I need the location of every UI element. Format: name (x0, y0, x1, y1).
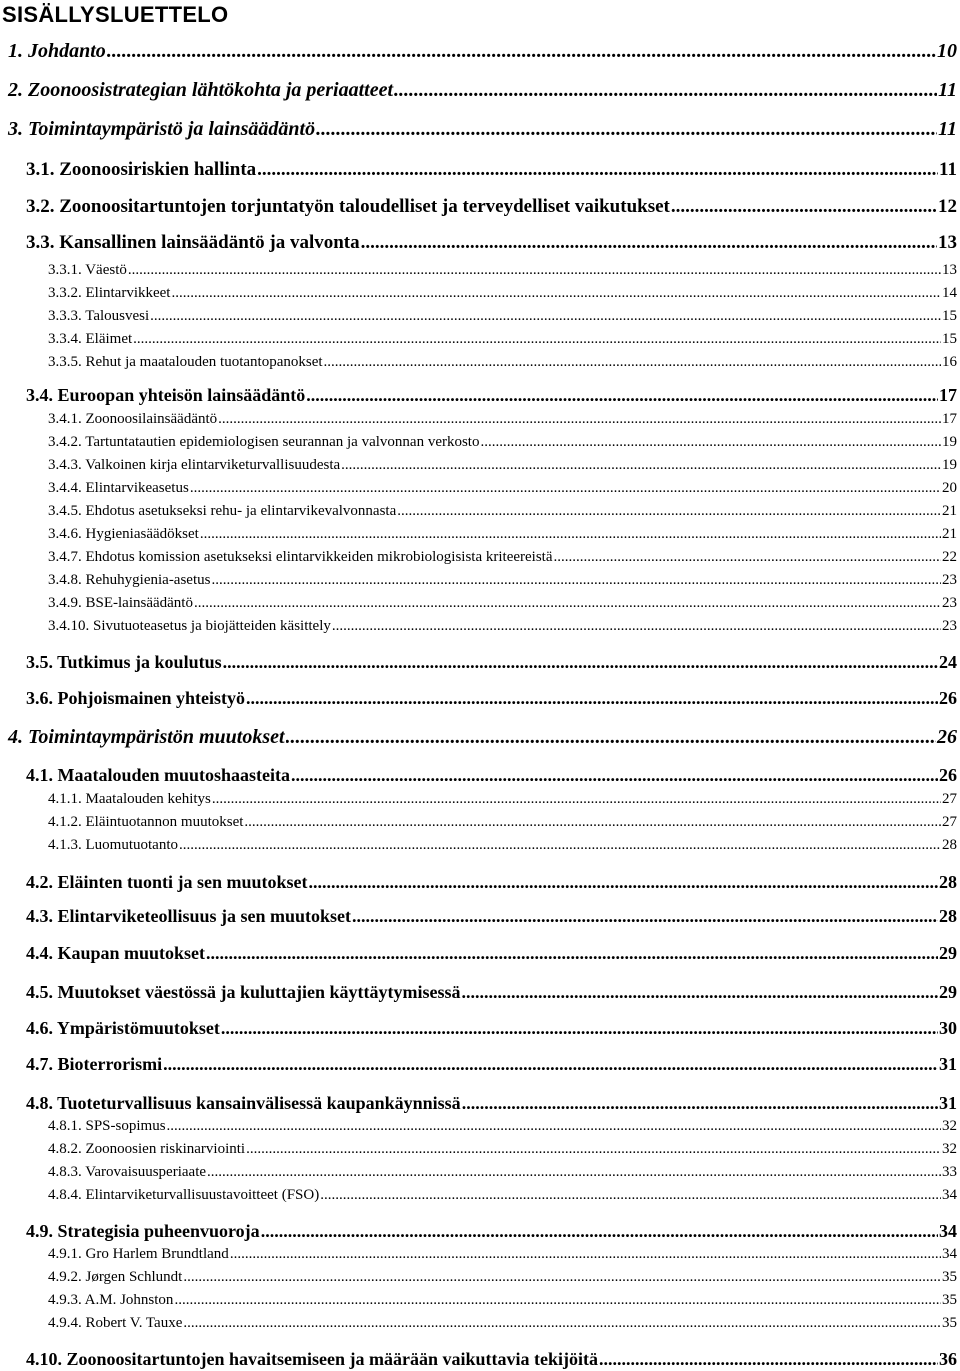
toc-entry[interactable] (48, 1246, 957, 1263)
toc-entry-label: 3.4.4. Elintarvikeasetus (48, 480, 189, 496)
toc-entry-label: 3.4.6. Hygieniasäädökset (48, 526, 199, 542)
dot-leader (206, 943, 938, 964)
toc-entry[interactable] (48, 526, 957, 543)
dot-leader (246, 688, 938, 709)
toc-entry[interactable] (48, 457, 957, 474)
dot-leader (324, 354, 941, 371)
toc-entry-page: 28 (942, 837, 957, 853)
toc-entry-label: 4.1.2. Eläintuotannon muutokset (48, 814, 244, 830)
toc-entry-label: 1. Johdanto (8, 40, 106, 62)
toc-entry[interactable] (48, 411, 957, 428)
dot-leader (462, 1093, 938, 1114)
toc-entry[interactable] (48, 618, 957, 635)
dot-leader (244, 814, 941, 831)
toc-entry-label: 4.2. Eläinten tuonti ja sen muutokset (26, 872, 308, 892)
toc-entry-label: 4.4. Kaupan muutokset (26, 943, 206, 963)
toc-entry-label: 3.4.7. Ehdotus komission asetukseksi elintarvikkeiden mikrobiologisista kriteereistä (48, 549, 553, 565)
dot-leader (394, 79, 937, 102)
toc-entry-label: 3.2. Zoonoositartuntojen torjuntatyön taloudelliset ja terveydelliset vaikutukset (26, 196, 670, 217)
toc-entry-page: 29 (939, 943, 957, 963)
dot-leader (200, 526, 941, 543)
dot-leader (183, 1315, 941, 1332)
dot-leader (361, 232, 937, 254)
toc-entry[interactable] (48, 814, 957, 831)
dot-leader (171, 285, 941, 302)
toc-entry-page: 35 (942, 1269, 957, 1285)
toc-entry[interactable] (26, 652, 957, 673)
toc-entry[interactable] (26, 1349, 957, 1370)
toc-entry[interactable] (8, 40, 957, 63)
toc-entry-page: 24 (939, 652, 957, 672)
toc-entry[interactable] (8, 726, 957, 749)
toc-entry-label: 2. Zoonoosistrategian lähtökohta ja periaatteet (8, 79, 394, 101)
toc-entry[interactable] (26, 1221, 957, 1242)
toc-entry-page: 16 (942, 354, 957, 370)
toc-entry-label: 4.1. Maatalouden muutoshaasteita (26, 765, 291, 785)
toc-entry-label: 3.3.5. Rehut ja maatalouden tuotantopanokset (48, 354, 323, 370)
toc-entry-label: 4.1.3. Luomutuotanto (48, 837, 178, 853)
toc-entry[interactable] (48, 791, 957, 808)
toc-entry[interactable] (48, 308, 957, 325)
toc-entry[interactable] (26, 385, 957, 406)
dot-leader (320, 1187, 941, 1204)
dot-leader (212, 791, 941, 808)
toc-entry-page: 20 (942, 480, 957, 496)
dot-leader (246, 1141, 941, 1158)
toc-entry-label: 3.4.5. Ehdotus asetukseksi rehu- ja elintarvikevalvonnasta (48, 503, 397, 519)
toc-entry-page: 22 (942, 549, 957, 565)
toc-entry[interactable] (26, 906, 957, 927)
dot-leader (462, 982, 938, 1003)
toc-entry[interactable] (48, 1315, 957, 1332)
dot-leader (128, 262, 941, 279)
toc-entry[interactable] (48, 434, 957, 451)
toc-entry[interactable] (26, 1018, 957, 1039)
toc-entry-page: 35 (942, 1315, 957, 1331)
toc-entry-page: 21 (942, 526, 957, 542)
toc-entry-label: 3.3.4. Eläimet (48, 331, 133, 347)
dot-leader (133, 331, 941, 348)
toc-entry-page: 10 (937, 40, 957, 62)
toc-entry-label: 4.9. Strategisia puheenvuoroja (26, 1221, 260, 1241)
toc-entry-page: 11 (939, 159, 957, 180)
toc-entry-label: 4.5. Muutokset väestössä ja kuluttajien käyttäytymisessä (26, 982, 461, 1002)
toc-entry[interactable] (48, 354, 957, 371)
toc-entry[interactable] (48, 1187, 957, 1204)
toc-entry-page: 13 (938, 232, 957, 253)
dot-leader (174, 1292, 941, 1309)
toc-entry-label: 3.3.2. Elintarvikkeet (48, 285, 171, 301)
toc-entry-page: 19 (942, 434, 957, 450)
dot-leader (150, 308, 941, 325)
dot-leader (291, 765, 938, 786)
toc-entry-label: 3.6. Pohjoismainen yhteistyö (26, 688, 246, 708)
toc-entry-page: 14 (942, 285, 957, 301)
toc-entry[interactable] (48, 572, 957, 589)
dot-leader (190, 480, 941, 497)
toc-entry-label: 4.1.1. Maatalouden kehitys (48, 791, 211, 807)
toc-entry-label: 3.4.9. BSE-lainsäädäntö (48, 595, 193, 611)
toc-entry-label: 4.8.2. Zoonoosien riskinarviointi (48, 1141, 246, 1157)
toc-entry-label: 4.3. Elintarviketeollisuus ja sen muutokset (26, 906, 352, 926)
dot-leader (341, 457, 941, 474)
dot-leader (221, 1018, 938, 1039)
toc-entry[interactable] (8, 79, 957, 102)
toc-entry-label: 4.8.4. Elintarviketurvallisuustavoitteet (FSO) (48, 1187, 320, 1203)
dot-leader (230, 1246, 941, 1263)
toc-entry[interactable] (48, 1292, 957, 1309)
dot-leader (397, 503, 941, 520)
dot-leader (194, 595, 941, 612)
toc-entry-label: 3.4.1. Zoonoosilainsäädäntö (48, 411, 218, 427)
toc-entry-page: 26 (937, 726, 957, 748)
toc-entry-label: 4.7. Bioterrorismi (26, 1054, 163, 1074)
toc-entry-label: 3.5. Tutkimus ja koulutus (26, 652, 222, 672)
dot-leader (306, 385, 938, 406)
toc-entry[interactable] (26, 1054, 957, 1075)
toc-entry-page: 26 (939, 688, 957, 708)
toc-entry[interactable] (26, 943, 957, 964)
toc-entry-label: 4.9.2. Jørgen Schlundt (48, 1269, 183, 1285)
toc-entry-label: 3.4.3. Valkoinen kirja elintarviketurvallisuudesta (48, 457, 341, 473)
toc-entry-label: 3.3. Kansallinen lainsäädäntö ja valvonta (26, 232, 360, 253)
toc-entry[interactable] (48, 595, 957, 612)
toc-entry-label: 3.4.2. Tartuntatautien epidemiologisen seurannan ja valvonnan verkosto (48, 434, 480, 450)
toc-entry-label: 4.10. Zoonoositartuntojen havaitsemiseen ja määrään vaikuttavia tekijöitä (26, 1349, 598, 1369)
toc-entry-page: 33 (942, 1164, 957, 1180)
dot-leader (211, 572, 941, 589)
toc-entry[interactable] (48, 837, 957, 854)
dot-leader (163, 1054, 938, 1075)
toc-entry[interactable] (8, 118, 957, 141)
dot-leader (183, 1269, 941, 1286)
toc-entry-page: 35 (942, 1292, 957, 1308)
toc-entry[interactable] (48, 262, 957, 279)
dot-leader (257, 159, 938, 181)
dot-leader (316, 118, 937, 141)
toc-entry-page: 28 (939, 906, 957, 926)
page-title: SISÄLLYSLUETTELO (2, 2, 229, 27)
toc-entry-label: 3. Toimintaympäristö ja lainsäädäntö (8, 118, 316, 140)
dot-leader (286, 726, 936, 749)
toc-entry[interactable] (48, 1118, 957, 1135)
toc-entry-page: 31 (939, 1093, 957, 1113)
toc-entry-label: 3.3.1. Väestö (48, 262, 127, 278)
toc-entry-page: 29 (939, 982, 957, 1002)
toc-entry[interactable] (48, 1164, 957, 1181)
toc-entry-label: 3.1. Zoonoosiriskien hallinta (26, 159, 257, 180)
toc-entry[interactable] (48, 1269, 957, 1286)
dot-leader (599, 1349, 938, 1370)
toc-entry-page: 32 (942, 1118, 957, 1134)
toc-entry-page: 23 (942, 572, 957, 588)
toc-entry-page: 32 (942, 1141, 957, 1157)
toc-entry[interactable] (48, 285, 957, 302)
toc-entry[interactable] (26, 159, 957, 181)
toc-entry-page: 27 (942, 814, 957, 830)
dot-leader (223, 652, 938, 673)
toc-entry[interactable] (26, 765, 957, 786)
toc-entry-page: 34 (942, 1246, 957, 1262)
dot-leader (332, 618, 941, 635)
toc-entry-page: 15 (942, 308, 957, 324)
toc-entry[interactable] (48, 503, 957, 520)
toc-entry[interactable] (26, 688, 957, 709)
toc-entry-label: 3.4. Euroopan yhteisön lainsäädäntö (26, 385, 306, 405)
toc-entry-label: 4. Toimintaympäristön muutokset (8, 726, 285, 748)
dot-leader (179, 837, 941, 854)
toc-entry-page: 27 (942, 791, 957, 807)
dot-leader (167, 1118, 941, 1135)
toc-entry-page: 36 (939, 1349, 957, 1369)
dot-leader (671, 196, 937, 218)
toc-entry-label: 3.4.8. Rehuhygienia-asetus (48, 572, 211, 588)
toc-entry-page: 17 (939, 385, 957, 405)
toc-entry[interactable] (26, 196, 957, 218)
toc-entry-page: 23 (942, 618, 957, 634)
toc-entry-page: 26 (939, 765, 957, 785)
toc-entry-label: 4.8. Tuoteturvallisuus kansainvälisessä kaupankäynnissä (26, 1093, 461, 1113)
toc-entry-page: 21 (942, 503, 957, 519)
toc-entry-page: 31 (939, 1054, 957, 1074)
toc-entry[interactable] (48, 1141, 957, 1158)
toc-entry-page: 19 (942, 457, 957, 473)
toc-entry[interactable] (26, 872, 957, 893)
dot-leader (107, 40, 936, 63)
toc-entry-label: 4.6. Ympäristömuutokset (26, 1018, 220, 1038)
dot-leader (261, 1221, 938, 1242)
toc-entry-page: 11 (938, 79, 957, 101)
dot-leader (554, 549, 941, 566)
toc-entry-page: 34 (942, 1187, 957, 1203)
toc-entry-label: 4.8.1. SPS-sopimus (48, 1118, 166, 1134)
toc-entry-page: 28 (939, 872, 957, 892)
toc-entry[interactable] (26, 232, 957, 254)
toc-entry-page: 15 (942, 331, 957, 347)
dot-leader (480, 434, 941, 451)
toc-entry-page: 17 (942, 411, 957, 427)
toc-entry-page: 34 (939, 1221, 957, 1241)
toc-entry[interactable] (26, 982, 957, 1003)
toc-entry-label: 4.9.3. A.M. Johnston (48, 1292, 174, 1308)
toc-entry-label: 3.4.10. Sivutuoteasetus ja biojätteiden käsittely (48, 618, 331, 634)
toc-entry[interactable] (48, 480, 957, 497)
toc-entry-page: 11 (938, 118, 957, 140)
toc-entry-label: 4.9.4. Robert V. Tauxe (48, 1315, 183, 1331)
toc-entry[interactable] (26, 1093, 957, 1114)
toc-entry[interactable] (48, 331, 957, 348)
toc-entry[interactable] (48, 549, 957, 566)
toc-entry-page: 12 (938, 196, 957, 217)
toc-entry-label: 3.3.3. Talousvesi (48, 308, 150, 324)
toc-entry-label: 4.8.3. Varovaisuusperiaate (48, 1164, 207, 1180)
dot-leader (352, 906, 938, 927)
dot-leader (218, 411, 941, 428)
toc-entry-label: 4.9.1. Gro Harlem Brundtland (48, 1246, 229, 1262)
dot-leader (207, 1164, 941, 1181)
toc-entry-page: 30 (939, 1018, 957, 1038)
dot-leader (309, 872, 938, 893)
toc-entry-page: 13 (942, 262, 957, 278)
toc-entry-page: 23 (942, 595, 957, 611)
